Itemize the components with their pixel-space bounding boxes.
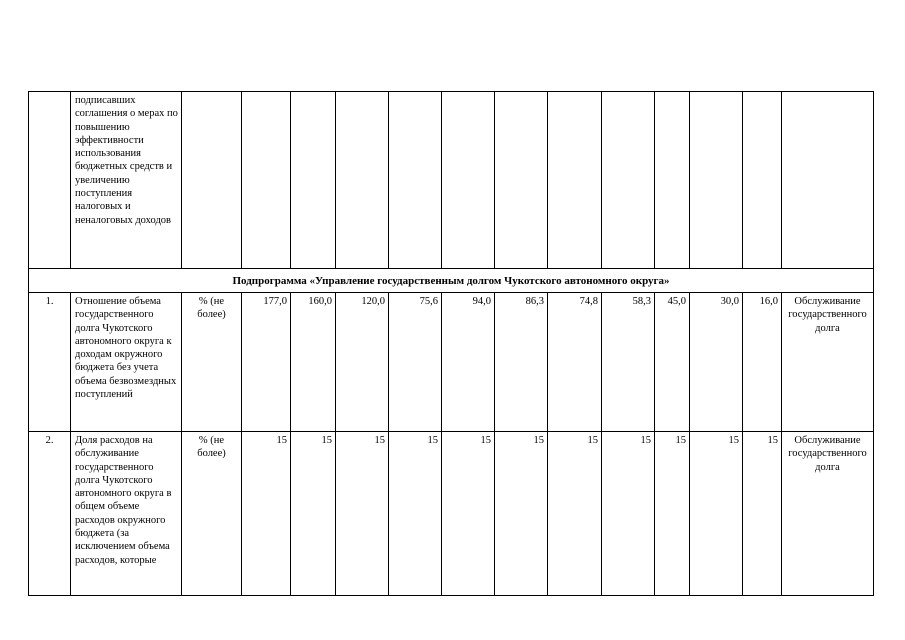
- value-cell: 15: [291, 432, 336, 596]
- value-cell: 45,0: [655, 293, 690, 432]
- unit: [182, 92, 242, 269]
- value-cell: 58,3: [602, 293, 655, 432]
- indicator-name: подписавших соглашения о мерах по повышению эффективности использования бюджетных средств и увеличению поступления налоговых и неналоговых доходов: [71, 92, 182, 269]
- value-cell: [743, 92, 782, 269]
- note-cell: Обслуживание государственного долга: [782, 293, 874, 432]
- indicator-name: Доля расходов на обслуживание государственного долга Чукотского автономного округа в общем объеме расходов окружного бюджета (за исключением объема расходов, которые: [71, 432, 182, 596]
- value-cell: 177,0: [242, 293, 291, 432]
- table-row: [29, 432, 874, 596]
- value-cell: 15: [743, 432, 782, 596]
- row-number: 1.: [29, 293, 71, 432]
- subprogram-title: Подпрограмма «Управление государственным долгом Чукотского автономного округа»: [29, 269, 874, 293]
- value-cell: [291, 92, 336, 269]
- value-cell: 75,6: [389, 293, 442, 432]
- value-cell: [602, 92, 655, 269]
- value-cell: 120,0: [336, 293, 389, 432]
- value-cell: 15: [389, 432, 442, 596]
- indicators-table: [28, 91, 874, 596]
- subprogram-header-row: [29, 269, 874, 293]
- row-number: [29, 92, 71, 269]
- value-cell: 15: [336, 432, 389, 596]
- value-cell: 15: [495, 432, 548, 596]
- value-cell: [336, 92, 389, 269]
- value-cell: 86,3: [495, 293, 548, 432]
- value-cell: 15: [602, 432, 655, 596]
- value-cell: 15: [242, 432, 291, 596]
- value-cell: 30,0: [690, 293, 743, 432]
- value-cell: 74,8: [548, 293, 602, 432]
- value-cell: [442, 92, 495, 269]
- value-cell: [690, 92, 743, 269]
- value-cell: [495, 92, 548, 269]
- row-number: 2.: [29, 432, 71, 596]
- indicator-name: Отношение объема государственного долга Чукотского автономного округа к доходам окружного бюджета без учета объема безвозмездных поступлений: [71, 293, 182, 432]
- value-cell: [242, 92, 291, 269]
- value-cell: 160,0: [291, 293, 336, 432]
- note-cell: [782, 92, 874, 269]
- value-cell: 15: [690, 432, 743, 596]
- value-cell: 94,0: [442, 293, 495, 432]
- value-cell: 15: [655, 432, 690, 596]
- unit: % (не более): [182, 293, 242, 432]
- value-cell: [389, 92, 442, 269]
- value-cell: 16,0: [743, 293, 782, 432]
- unit: % (не более): [182, 432, 242, 596]
- value-cell: 15: [442, 432, 495, 596]
- value-cell: [655, 92, 690, 269]
- note-cell: Обслуживание государственного долга: [782, 432, 874, 596]
- value-cell: 15: [548, 432, 602, 596]
- value-cell: [548, 92, 602, 269]
- table-row: [29, 92, 874, 269]
- table-row: [29, 293, 874, 432]
